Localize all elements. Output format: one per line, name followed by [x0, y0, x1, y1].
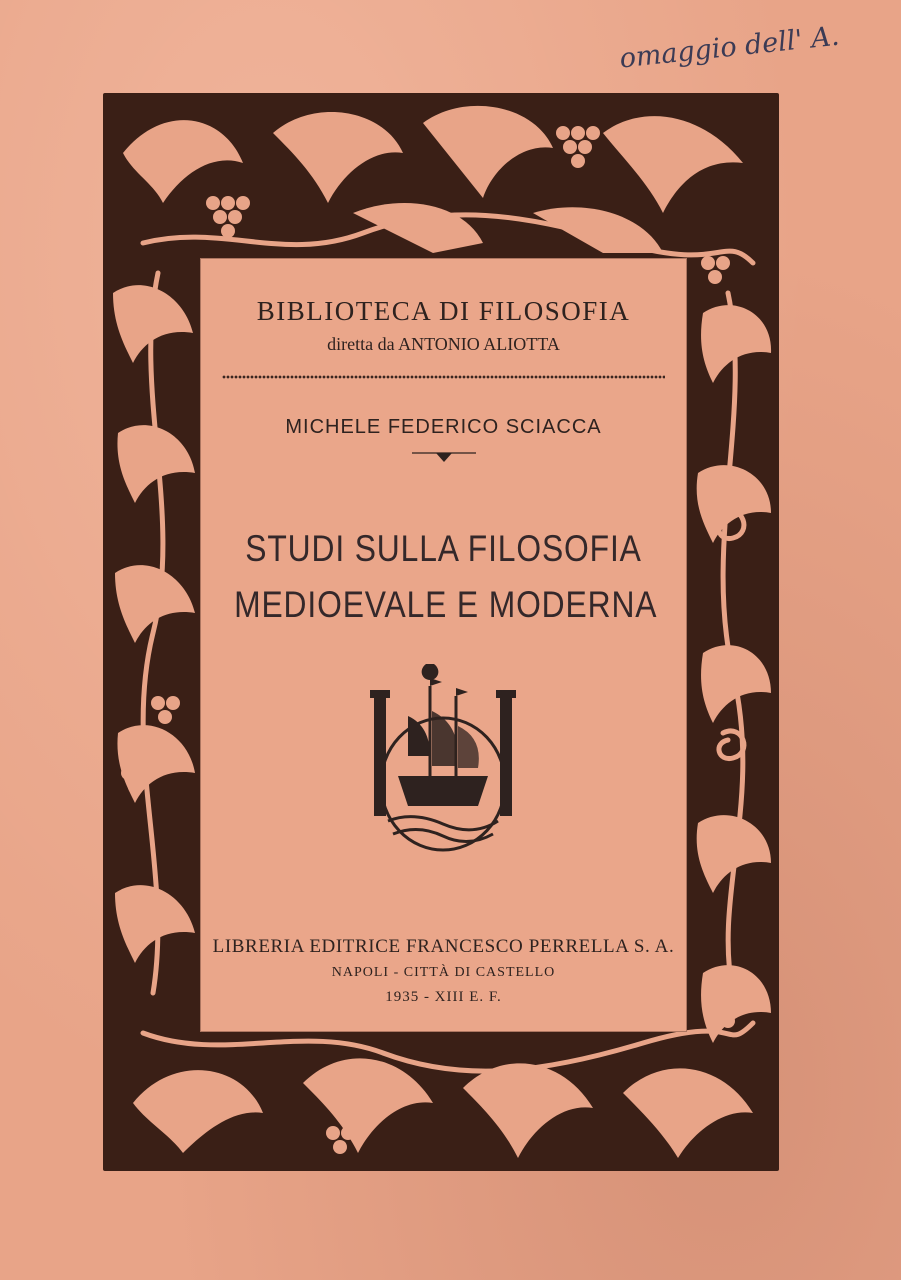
publisher-name: LIBRERIA EDITRICE FRANCESCO PERRELLA S. A.: [212, 936, 675, 957]
publisher-city: NAPOLI - CITTÀ DI CASTELLO: [331, 965, 556, 980]
ship-emblem-icon: [368, 656, 518, 856]
series-editor: diretta da ANTONIO ALIOTTA: [327, 334, 560, 354]
author-name: MICHELE FEDERICO SCIACCA: [285, 416, 602, 438]
dotted-divider: [222, 374, 665, 380]
book-title-line-1: STUDI SULLA FILOSOFIA: [245, 528, 642, 569]
series-title: BIBLIOTECA DI FILOSOFIA: [256, 296, 631, 326]
handwritten-inscription: omaggio dell' A.: [618, 20, 841, 75]
book-title-line-2: MEDIOEVALE E MODERNA: [234, 584, 658, 625]
title-panel: [200, 258, 687, 1032]
publication-year: 1935 - XIII E. F.: [385, 989, 502, 1005]
triangle-ornament-icon: [412, 450, 476, 464]
